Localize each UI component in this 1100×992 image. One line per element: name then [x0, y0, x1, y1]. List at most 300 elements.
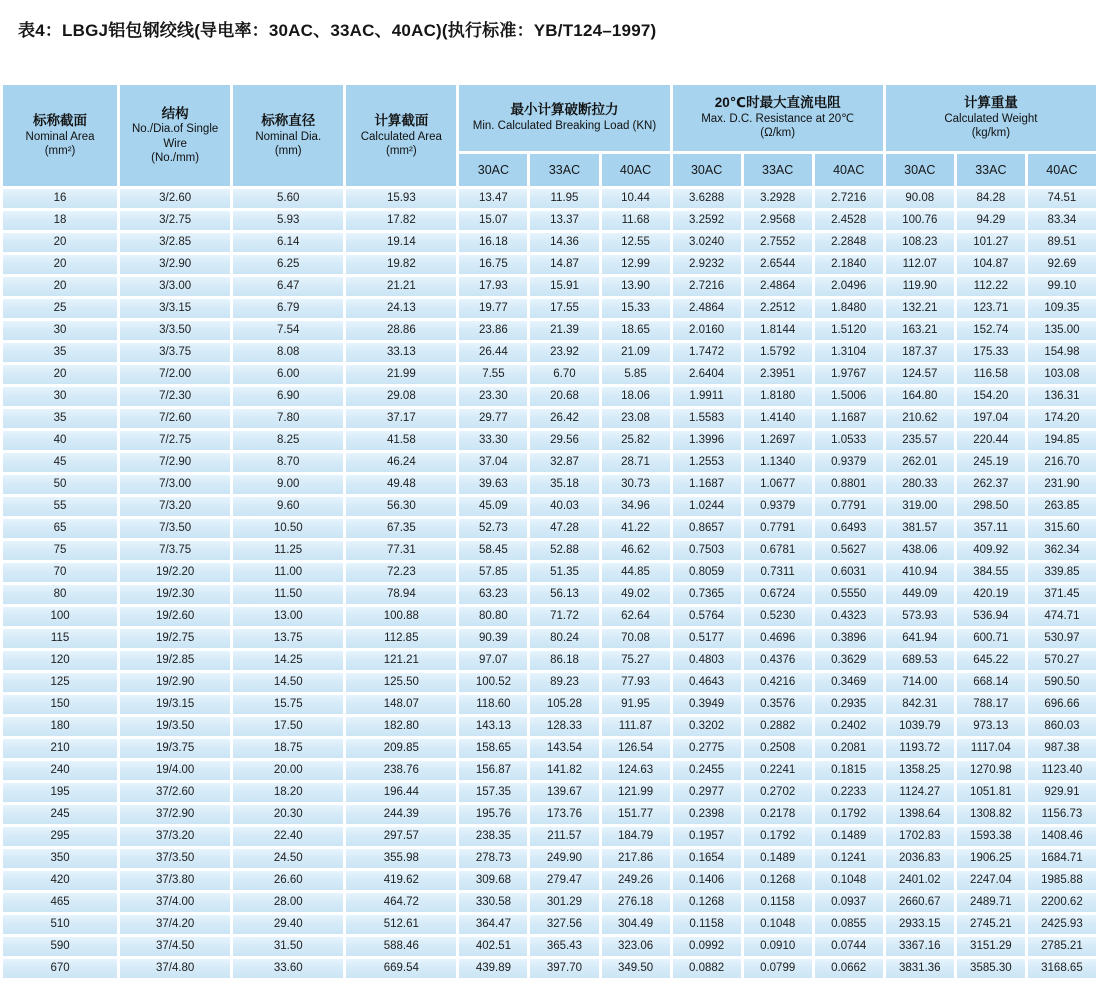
subcol-resistance-33ac: 33AC: [744, 154, 812, 186]
cell: 0.2398: [673, 805, 741, 824]
cell: 31.50: [233, 937, 343, 956]
cell: 125.50: [346, 673, 456, 692]
cell: 6.70: [530, 365, 598, 384]
cell: 52.73: [459, 519, 527, 538]
cell: 35: [3, 343, 117, 362]
cell: 7/2.30: [120, 387, 230, 406]
cell: 0.2882: [744, 717, 812, 736]
cell: 0.1815: [815, 761, 883, 780]
cell: 24.50: [233, 849, 343, 868]
table-row: [3, 629, 1096, 648]
cell: 1.1687: [673, 475, 741, 494]
cell: 1.9911: [673, 387, 741, 406]
cell: 0.0992: [673, 937, 741, 956]
cell: 323.06: [602, 937, 670, 956]
cell: 0.4376: [744, 651, 812, 670]
cell: 28.00: [233, 893, 343, 912]
cell: 89.51: [1028, 233, 1096, 252]
col-header-nominal-area: [3, 85, 117, 186]
cell: 16.75: [459, 255, 527, 274]
table-row: [3, 299, 1096, 318]
cell: 600.71: [957, 629, 1025, 648]
cell: 7/3.75: [120, 541, 230, 560]
cell: 19/2.75: [120, 629, 230, 648]
cell: 210.62: [886, 409, 954, 428]
table-row: [3, 607, 1096, 626]
cell: 70.08: [602, 629, 670, 648]
cell: 37/4.00: [120, 893, 230, 912]
cell: 21.09: [602, 343, 670, 362]
cell: 0.2241: [744, 761, 812, 780]
cell: 1.8180: [744, 387, 812, 406]
cell: 80.80: [459, 607, 527, 626]
cell: 439.89: [459, 959, 527, 978]
cell: 97.07: [459, 651, 527, 670]
cell: 121.21: [346, 651, 456, 670]
cell: 0.3629: [815, 651, 883, 670]
cell: 669.54: [346, 959, 456, 978]
cell: 0.9379: [744, 497, 812, 516]
cell: 40: [3, 431, 117, 450]
cell: 52.88: [530, 541, 598, 560]
col-header-structure: [120, 85, 230, 186]
subcol-weight-33ac: 33AC: [957, 154, 1025, 186]
cell: 29.56: [530, 431, 598, 450]
col-header-calculated-area: [346, 85, 456, 186]
cell: 33.13: [346, 343, 456, 362]
cell: 120: [3, 651, 117, 670]
subcol-breaking-30ac: 30AC: [459, 154, 527, 186]
cell: 7.55: [459, 365, 527, 384]
cell: 11.68: [602, 211, 670, 230]
table-row: [3, 585, 1096, 604]
subcol-breaking-40ac: 40AC: [602, 154, 670, 186]
cell: 1398.64: [886, 805, 954, 824]
cell: 19/2.30: [120, 585, 230, 604]
table-row: [3, 805, 1096, 824]
cell: 13.75: [233, 629, 343, 648]
header-zh-label: 计算重量: [963, 95, 1018, 111]
cell: 570.27: [1028, 651, 1096, 670]
cell: 842.31: [886, 695, 954, 714]
cell: 1702.83: [886, 827, 954, 846]
cell: 15.93: [346, 189, 456, 208]
cell: 210: [3, 739, 117, 758]
cell: 14.87: [530, 255, 598, 274]
cell: 184.79: [602, 827, 670, 846]
cell: 19.82: [346, 255, 456, 274]
cell: 37.17: [346, 409, 456, 428]
cell: 101.27: [957, 233, 1025, 252]
cell: 77.31: [346, 541, 456, 560]
cell: 2660.67: [886, 893, 954, 912]
cell: 80: [3, 585, 117, 604]
cell: 3.2592: [673, 211, 741, 230]
table-row: [3, 849, 1096, 868]
cell: 2489.71: [957, 893, 1025, 912]
cell: 1051.81: [957, 783, 1025, 802]
cell: 112.07: [886, 255, 954, 274]
col-header-calculated-weight: [886, 85, 1096, 151]
cell: 2.9568: [744, 211, 812, 230]
cell: 28.86: [346, 321, 456, 340]
header-unit-label: (Ω/km): [760, 127, 796, 140]
cell: 100.76: [886, 211, 954, 230]
cell: 0.4803: [673, 651, 741, 670]
cell: 244.39: [346, 805, 456, 824]
cell: 3168.65: [1028, 959, 1096, 978]
cell: 7/2.75: [120, 431, 230, 450]
subcol-resistance-30ac: 30AC: [673, 154, 741, 186]
cell: 1123.40: [1028, 761, 1096, 780]
cell: 89.23: [530, 673, 598, 692]
cell: 37/3.20: [120, 827, 230, 846]
cell: 2.7552: [744, 233, 812, 252]
cell: 3/3.75: [120, 343, 230, 362]
cell: 0.1268: [673, 893, 741, 912]
cell: 195: [3, 783, 117, 802]
cell: 56.30: [346, 497, 456, 516]
cell: 20.68: [530, 387, 598, 406]
cell: 67.35: [346, 519, 456, 538]
cell: 364.47: [459, 915, 527, 934]
cell: 0.1489: [744, 849, 812, 868]
cell: 100.88: [346, 607, 456, 626]
cell: 3.6288: [673, 189, 741, 208]
cell: 37/4.80: [120, 959, 230, 978]
table-row: [3, 189, 1096, 208]
cell: 19/3.50: [120, 717, 230, 736]
cell: 51.35: [530, 563, 598, 582]
cell: 7.80: [233, 409, 343, 428]
cell: 238.35: [459, 827, 527, 846]
table-row: [3, 827, 1096, 846]
cell: 6.00: [233, 365, 343, 384]
cell: 301.29: [530, 893, 598, 912]
cell: 262.01: [886, 453, 954, 472]
cell: 2.4864: [673, 299, 741, 318]
cell: 0.1792: [815, 805, 883, 824]
cell: 0.0855: [815, 915, 883, 934]
cell: 37/2.60: [120, 783, 230, 802]
cell: 41.22: [602, 519, 670, 538]
cell: 689.53: [886, 651, 954, 670]
cell: 0.6724: [744, 585, 812, 604]
cell: 29.40: [233, 915, 343, 934]
cell: 9.00: [233, 475, 343, 494]
cell: 1.8480: [815, 299, 883, 318]
cell: 62.64: [602, 607, 670, 626]
table-row: [3, 563, 1096, 582]
cell: 100: [3, 607, 117, 626]
cell: 194.85: [1028, 431, 1096, 450]
cell: 1.4140: [744, 409, 812, 428]
cell: 8.70: [233, 453, 343, 472]
header-en-label: No./Dia.of Single Wire: [131, 123, 219, 150]
cell: 590: [3, 937, 117, 956]
cell: 112.22: [957, 277, 1025, 296]
cell: 33.30: [459, 431, 527, 450]
cell: 355.98: [346, 849, 456, 868]
cell: 278.73: [459, 849, 527, 868]
cell: 5.60: [233, 189, 343, 208]
cell: 125: [3, 673, 117, 692]
cell: 1124.27: [886, 783, 954, 802]
cell: 8.25: [233, 431, 343, 450]
cell: 371.45: [1028, 585, 1096, 604]
cell: 139.67: [530, 783, 598, 802]
cell: 1593.38: [957, 827, 1025, 846]
col-header-breaking-load: [459, 85, 669, 151]
cell: 350: [3, 849, 117, 868]
cell: 19.77: [459, 299, 527, 318]
header-zh-label: 标称直径: [261, 112, 316, 128]
table-row: [3, 783, 1096, 802]
cell: 141.82: [530, 761, 598, 780]
table-row: [3, 519, 1096, 538]
cell: 45: [3, 453, 117, 472]
cell: 1308.82: [957, 805, 1025, 824]
table-body: [3, 189, 1096, 978]
cell: 119.90: [886, 277, 954, 296]
cell: 6.47: [233, 277, 343, 296]
cell: 10.44: [602, 189, 670, 208]
cell: 78.94: [346, 585, 456, 604]
cell: 1.5583: [673, 409, 741, 428]
cell: 298.50: [957, 497, 1025, 516]
cell: 20: [3, 255, 117, 274]
cell: 148.07: [346, 695, 456, 714]
cell: 3.2928: [744, 189, 812, 208]
cell: 362.34: [1028, 541, 1096, 560]
cell: 279.47: [530, 871, 598, 890]
cell: 18.65: [602, 321, 670, 340]
cell: 309.68: [459, 871, 527, 890]
cell: 47.28: [530, 519, 598, 538]
cell: 536.94: [957, 607, 1025, 626]
cell: 21.21: [346, 277, 456, 296]
cell: 154.20: [957, 387, 1025, 406]
cell: 56.13: [530, 585, 598, 604]
cell: 0.4696: [744, 629, 812, 648]
cell: 339.85: [1028, 563, 1096, 582]
cell: 23.86: [459, 321, 527, 340]
cell: 973.13: [957, 717, 1025, 736]
cell: 0.2977: [673, 783, 741, 802]
table-row: [3, 739, 1096, 758]
cell: 86.18: [530, 651, 598, 670]
cell: 2.2512: [744, 299, 812, 318]
cell: 668.14: [957, 673, 1025, 692]
cell: 103.08: [1028, 365, 1096, 384]
header-zh-label: 结构: [161, 105, 189, 121]
cell: 16.18: [459, 233, 527, 252]
cell: 152.74: [957, 321, 1025, 340]
cell: 0.6781: [744, 541, 812, 560]
table-row: [3, 651, 1096, 670]
subcol-breaking-33ac: 33AC: [530, 154, 598, 186]
cell: 30: [3, 321, 117, 340]
cell: 465: [3, 893, 117, 912]
cell: 40.03: [530, 497, 598, 516]
cell: 0.1158: [673, 915, 741, 934]
cell: 860.03: [1028, 717, 1096, 736]
cell: 5.85: [602, 365, 670, 384]
cell: 41.58: [346, 431, 456, 450]
cell: 2401.02: [886, 871, 954, 890]
cell: 77.93: [602, 673, 670, 692]
cell: 26.60: [233, 871, 343, 890]
cell: 249.26: [602, 871, 670, 890]
cell: 7.54: [233, 321, 343, 340]
cell: 0.5627: [815, 541, 883, 560]
cell: 143.54: [530, 739, 598, 758]
cell: 7/2.60: [120, 409, 230, 428]
cell: 438.06: [886, 541, 954, 560]
cell: 104.87: [957, 255, 1025, 274]
cell: 18.20: [233, 783, 343, 802]
cell: 123.71: [957, 299, 1025, 318]
cell: 11.00: [233, 563, 343, 582]
cell: 280.33: [886, 475, 954, 494]
cell: 187.37: [886, 343, 954, 362]
cell: 8.08: [233, 343, 343, 362]
cell: 0.9379: [815, 453, 883, 472]
cell: 195.76: [459, 805, 527, 824]
cell: 21.99: [346, 365, 456, 384]
table-row: [3, 431, 1096, 450]
cell: 197.04: [957, 409, 1025, 428]
cell: 0.4323: [815, 607, 883, 626]
cell: 14.36: [530, 233, 598, 252]
cell: 0.3576: [744, 695, 812, 714]
cell: 3/2.75: [120, 211, 230, 230]
cell: 20: [3, 233, 117, 252]
cell: 0.2508: [744, 739, 812, 758]
cell: 2.3951: [744, 365, 812, 384]
header-en-label: Nominal Dia.: [255, 130, 322, 143]
cell: 3/3.00: [120, 277, 230, 296]
cell: 409.92: [957, 541, 1025, 560]
cell: 6.14: [233, 233, 343, 252]
cell: 0.1792: [744, 827, 812, 846]
cell: 1.2553: [673, 453, 741, 472]
cell: 987.38: [1028, 739, 1096, 758]
cell: 7/3.20: [120, 497, 230, 516]
cell: 2.7216: [815, 189, 883, 208]
cell: 2.6544: [744, 255, 812, 274]
cell: 397.70: [530, 959, 598, 978]
cell: 2.7216: [673, 277, 741, 296]
cell: 151.77: [602, 805, 670, 824]
cell: 11.25: [233, 541, 343, 560]
cell: 0.1957: [673, 827, 741, 846]
cell: 0.5764: [673, 607, 741, 626]
cell: 13.47: [459, 189, 527, 208]
cell: 164.80: [886, 387, 954, 406]
cell: 20.00: [233, 761, 343, 780]
table-row: [3, 761, 1096, 780]
cell: 25.82: [602, 431, 670, 450]
table-row: [3, 915, 1096, 934]
table-row: [3, 233, 1096, 252]
cell: 0.1489: [815, 827, 883, 846]
cell: 124.57: [886, 365, 954, 384]
cell: 510: [3, 915, 117, 934]
cell: 3367.16: [886, 937, 954, 956]
cell: 0.0937: [815, 893, 883, 912]
cell: 1.5120: [815, 321, 883, 340]
cell: 121.99: [602, 783, 670, 802]
cell: 1985.88: [1028, 871, 1096, 890]
cell: 2.4528: [815, 211, 883, 230]
cell: 57.85: [459, 563, 527, 582]
cell: 135.00: [1028, 321, 1096, 340]
header-zh-label: 20℃时最大直流电阻: [714, 95, 841, 111]
cell: 5.93: [233, 211, 343, 230]
table-row: [3, 409, 1096, 428]
cell: 7/2.00: [120, 365, 230, 384]
cell: 0.4216: [744, 673, 812, 692]
cell: 143.13: [459, 717, 527, 736]
cell: 10.50: [233, 519, 343, 538]
cell: 0.4643: [673, 673, 741, 692]
cell: 132.21: [886, 299, 954, 318]
cell: 349.50: [602, 959, 670, 978]
cell: 19/3.75: [120, 739, 230, 758]
cell: 3/2.60: [120, 189, 230, 208]
table-row: [3, 255, 1096, 274]
cell: 3/3.15: [120, 299, 230, 318]
table-row: [3, 277, 1096, 296]
cell: 30.73: [602, 475, 670, 494]
cell: 29.77: [459, 409, 527, 428]
table-row: [3, 475, 1096, 494]
cell: 17.93: [459, 277, 527, 296]
cell: 14.25: [233, 651, 343, 670]
cell: 126.54: [602, 739, 670, 758]
cell: 216.70: [1028, 453, 1096, 472]
cell: 75: [3, 541, 117, 560]
cell: 20: [3, 365, 117, 384]
cell: 6.90: [233, 387, 343, 406]
cell: 714.00: [886, 673, 954, 692]
cell: 175.33: [957, 343, 1025, 362]
header-unit-label: (kg/km): [971, 127, 1011, 140]
cell: 72.23: [346, 563, 456, 582]
table-row: [3, 717, 1096, 736]
cell: 0.7791: [815, 497, 883, 516]
cell: 1.1687: [815, 409, 883, 428]
cell: 2.0160: [673, 321, 741, 340]
cell: 105.28: [530, 695, 598, 714]
cell: 420: [3, 871, 117, 890]
header-unit-label: (mm²): [44, 144, 76, 157]
cell: 220.44: [957, 431, 1025, 450]
table-row: [3, 959, 1096, 978]
cell: 449.09: [886, 585, 954, 604]
cell: 419.62: [346, 871, 456, 890]
cell: 0.7791: [744, 519, 812, 538]
cell: 37/2.90: [120, 805, 230, 824]
cell: 402.51: [459, 937, 527, 956]
cell: 1.3996: [673, 431, 741, 450]
cell: 1.0533: [815, 431, 883, 450]
cell: 3/2.90: [120, 255, 230, 274]
cell: 17.55: [530, 299, 598, 318]
table-row: [3, 893, 1096, 912]
cell: 58.45: [459, 541, 527, 560]
